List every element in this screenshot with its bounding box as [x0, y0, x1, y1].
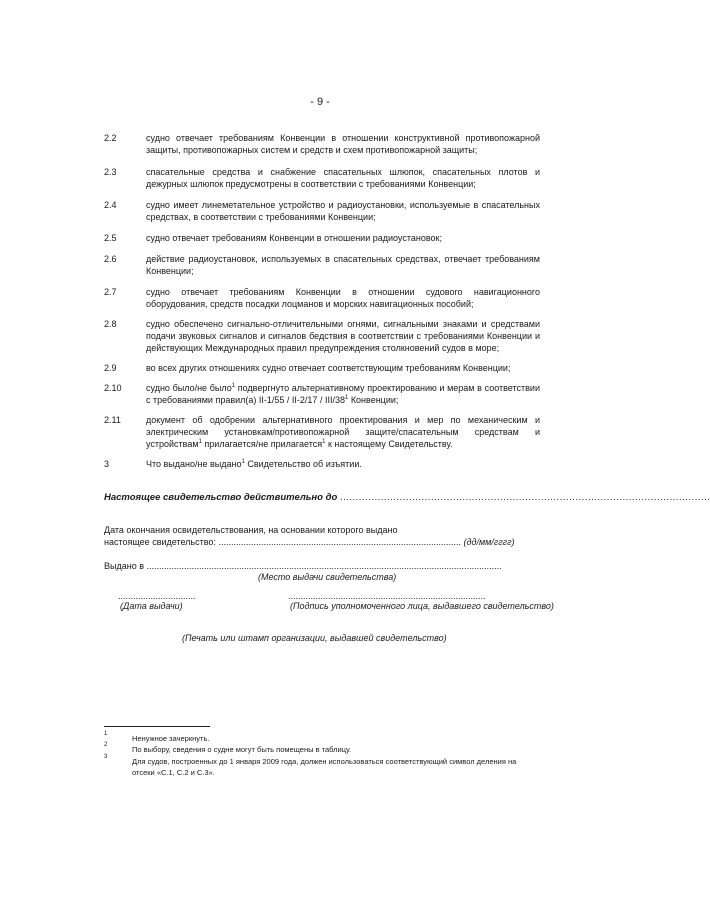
issue-date-caption: (Дата выдачи) [120, 601, 183, 611]
issued-at-field: .............................................................................................................................................. [146, 561, 502, 571]
item-number: 3 [104, 459, 110, 469]
survey-end-date-line [104, 536, 540, 548]
item-number: 2.11 [104, 415, 121, 425]
survey-end-line: Дата окончания освидетельствования, на основании которого выдано [104, 525, 398, 535]
footnote-ref: 1 [231, 383, 236, 389]
footnote-ref: 1 [344, 395, 349, 401]
footnote-text: Ненужное зачеркнуть. [132, 734, 210, 743]
survey-end-label: настоящее свидетельство: [104, 537, 219, 547]
issue-date-field: ............................... [118, 591, 196, 601]
seal-caption: (Печать или штамп организации, выдавшей свидетельство) [182, 633, 447, 643]
item-number: 2.6 [104, 254, 117, 264]
item-text: спасательные средства и снабжение спасательных шлюпок, спасательных плотов и дежурных шлюпок предусмотрены в соответствии с требованиями Конвенции; [146, 167, 540, 189]
validity-line [104, 492, 710, 503]
date-format-hint: (дд/мм/гггг) [461, 537, 515, 547]
survey-end-date-field: ................................................................................................. [218, 537, 461, 547]
item-number: 2.5 [104, 233, 117, 243]
item-text [146, 414, 540, 450]
item-text-part: к настоящему Свидетельству. [325, 439, 453, 449]
item-text [146, 458, 540, 470]
item-number: 2.2 [104, 133, 117, 143]
item-text: судно отвечает требованиям Конвенции в отношении радиоустановок; [146, 233, 442, 243]
item-text-part: документ об одобрении альтернативного проектирования и мер по механическим и электрическим установкам/противопожарной защите/спасательным средствам и устройствам [146, 415, 540, 449]
item-number: 2.7 [104, 287, 117, 297]
item-text: судно отвечает требованиям Конвенции в отношении конструктивной противопожарной защиты, противопожарных систем и средств и схем противопожарной защиты; [146, 133, 540, 155]
validity-date-field: ...................................................................................................................... [339, 492, 710, 503]
item-text-part: подвергнуто альтернативному проектированию и мерам в соответствии с требованиями правил(а) II-1/55 / II-2/17 / III/38 [146, 383, 540, 405]
item-text-part: Что выдано/не выдано [146, 459, 242, 469]
footnote-text: По выбору, сведения о судне могут быть помещены в таблицу. [132, 745, 352, 754]
item-text: судно обеспечено сигнально-отличительными огнями, сигнальными знаками и средствами подачи звуковых сигналов и сигналов бедствия в соответствии с требованиями Конвенции и действующих Международных правил предупреждения столкновений судов в море; [146, 319, 540, 353]
footnote-divider [104, 726, 210, 727]
item-text: судно имеет линеметательное устройство и радиоустановки, используемые в спасательных средствах, в соответствии с требованиями Конвенции; [146, 200, 540, 222]
item-number: 2.8 [104, 319, 117, 329]
item-text-part: Свидетельство об изъятии. [244, 459, 362, 469]
item-text-part: прилагается/не прилагается [201, 439, 323, 449]
item-number: 2.9 [104, 363, 117, 373]
footnote-mark: 2 [104, 742, 108, 748]
page-number: - 9 - [310, 96, 330, 108]
item-number: 2.4 [104, 200, 117, 210]
issued-at-caption: (Место выдачи свидетельства) [258, 572, 397, 582]
item-text: судно отвечает требованиям Конвенции в отношении судового навигационного оборудования, средств посадки лоцманов и морских навигационных пособий; [146, 287, 540, 309]
footnote-mark: 3 [104, 754, 108, 760]
footnote-ref: 1 [198, 439, 202, 445]
issued-at-line [104, 560, 540, 572]
footnote-text: Для судов, построенных до 1 января 2009 года, должен использоваться соответствующий символ деления на отсеки «С.1, С.2 и С.3». [132, 757, 517, 777]
signature-caption: (Подпись уполномоченного лица, выдавшего свидетельство) [290, 601, 554, 611]
footnote-ref: 1 [322, 439, 326, 445]
validity-label: Настоящее свидетельство действительно до [104, 492, 338, 503]
item-text: действие радиоустановок, используемых в спасательных средствах, отвечает требованиям Конвенции; [146, 254, 540, 276]
item-text-part: судно было/не было [146, 383, 232, 393]
signature-field: ............................................................................... [288, 591, 486, 601]
item-number: 2.10 [104, 383, 122, 393]
footnote-ref: 1 [241, 459, 245, 465]
footnote-mark: 1 [104, 731, 108, 737]
issued-at-label: Выдано в [104, 561, 147, 571]
item-text-part: Конвенции; [348, 395, 399, 405]
item-text [146, 382, 540, 406]
item-text: во всех других отношениях судно отвечает соответствующим требованиям Конвенции; [146, 363, 511, 373]
item-number: 2.3 [104, 167, 117, 177]
